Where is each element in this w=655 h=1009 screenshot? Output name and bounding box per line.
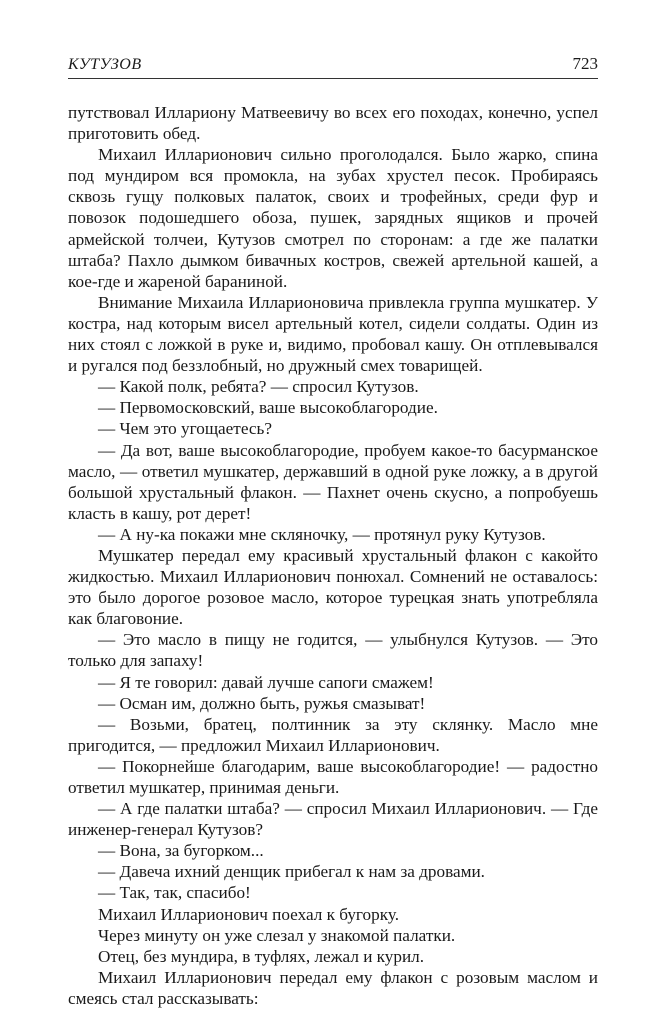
paragraph: Мушкатер передал ему красивый хрустальный флакон с какойто жидкостью. Михаил Илларионович понюхал. Сомнений не оставалось: это было дорогое розовое масло, которое турецкая знать употребляла как благовоние. xyxy=(68,545,598,629)
body-text xyxy=(68,102,598,1009)
dialogue-line: — Да вот, ваше высокоблагородие, пробуем какое-то басурманское масло, — ответил мушкатер, державший в одной руке ложку, а в другой большой хрустальный флакон. — Пахнет очень скусно, а попробуешь класть в кашу, рот дерет! xyxy=(68,440,598,523)
paragraph: Михаил Илларионович передал ему флакон с розовым маслом и смеясь стал рассказывать: xyxy=(68,967,598,1008)
running-title: КУТУЗОВ xyxy=(68,56,142,73)
paragraph: Михаил Илларионович поехал к бугорку. xyxy=(98,904,400,924)
page-number: 723 xyxy=(572,54,598,73)
dialogue-line: — Покорнейше благодарим, ваше высокоблагородие! — радостно ответил мушкатер, принимая деньги. xyxy=(68,756,598,797)
dialogue-line: — Я те говорил: давай лучше сапоги смажем! xyxy=(98,672,434,692)
paragraph-continued: путствовал Иллариону Матвеевичу во всех его походах, конечно, успел приготовить обед. xyxy=(68,103,598,144)
dialogue-line: — Вона, за бугорком... xyxy=(98,841,264,861)
dialogue-line: — Осман им, должно быть, ружья смазыват! xyxy=(98,693,426,713)
dialogue-line: — Первомосковский, ваше высокоблагородие. xyxy=(98,398,438,418)
dialogue-line: — Давеча ихний денщик прибегал к нам за дровами. xyxy=(98,862,485,882)
dialogue-line: — Так, так, спасибо! xyxy=(98,883,251,903)
paragraph: Через минуту он уже слезал у знакомой палатки. xyxy=(98,925,456,945)
dialogue-line: — Какой полк, ребята? — спросил Кутузов. xyxy=(98,377,419,397)
dialogue-line: — Возьми, братец, полтинник за эту склянку. Масло мне пригодится, — предложил Михаил Илларионович. xyxy=(68,714,598,755)
dialogue-line: — Чем это угощаетесь? xyxy=(98,419,272,439)
running-header xyxy=(68,54,598,79)
paragraph: Отец, без мундира, в туфлях, лежал и курил. xyxy=(98,946,425,966)
book-page xyxy=(68,54,598,1009)
dialogue-line: — А где палатки штаба? — спросил Михаил Илларионович. — Где инженер-генерал Кутузов? xyxy=(68,799,598,840)
paragraph: Михаил Илларионович сильно проголодался. Было жарко, спина под мундиром вся промокла, на зубах хрустел песок. Пробираясь сквозь гущу полковых палаток, своих и трофейных, среди фур и повозок подошедшего обоза, пушек, зарядных ящиков и прочей армейской толчеи, Кутузов смотрел по сторонам: а где же палатки штаба? Пахло дымком бивачных костров, свежей артельной кашей, а кое-где и жареной бараниной. xyxy=(68,145,598,291)
paragraph: Внимание Михаила Илларионовича привлекла группа мушкатер. У костра, над которым висел артельный котел, сидели солдаты. Один из них стоял с ложкой в руке и, видимо, пробовал кашу. Он отплевывался и ругался под беззлобный, но дружный смех товарищей. xyxy=(68,292,598,376)
dialogue-line: — А ну-ка покажи мне скляночку, — протянул руку Кутузов. xyxy=(98,524,546,544)
dialogue-line: — Это масло в пищу не годится, — улыбнулся Кутузов. — Это только для запаху! xyxy=(68,630,598,671)
